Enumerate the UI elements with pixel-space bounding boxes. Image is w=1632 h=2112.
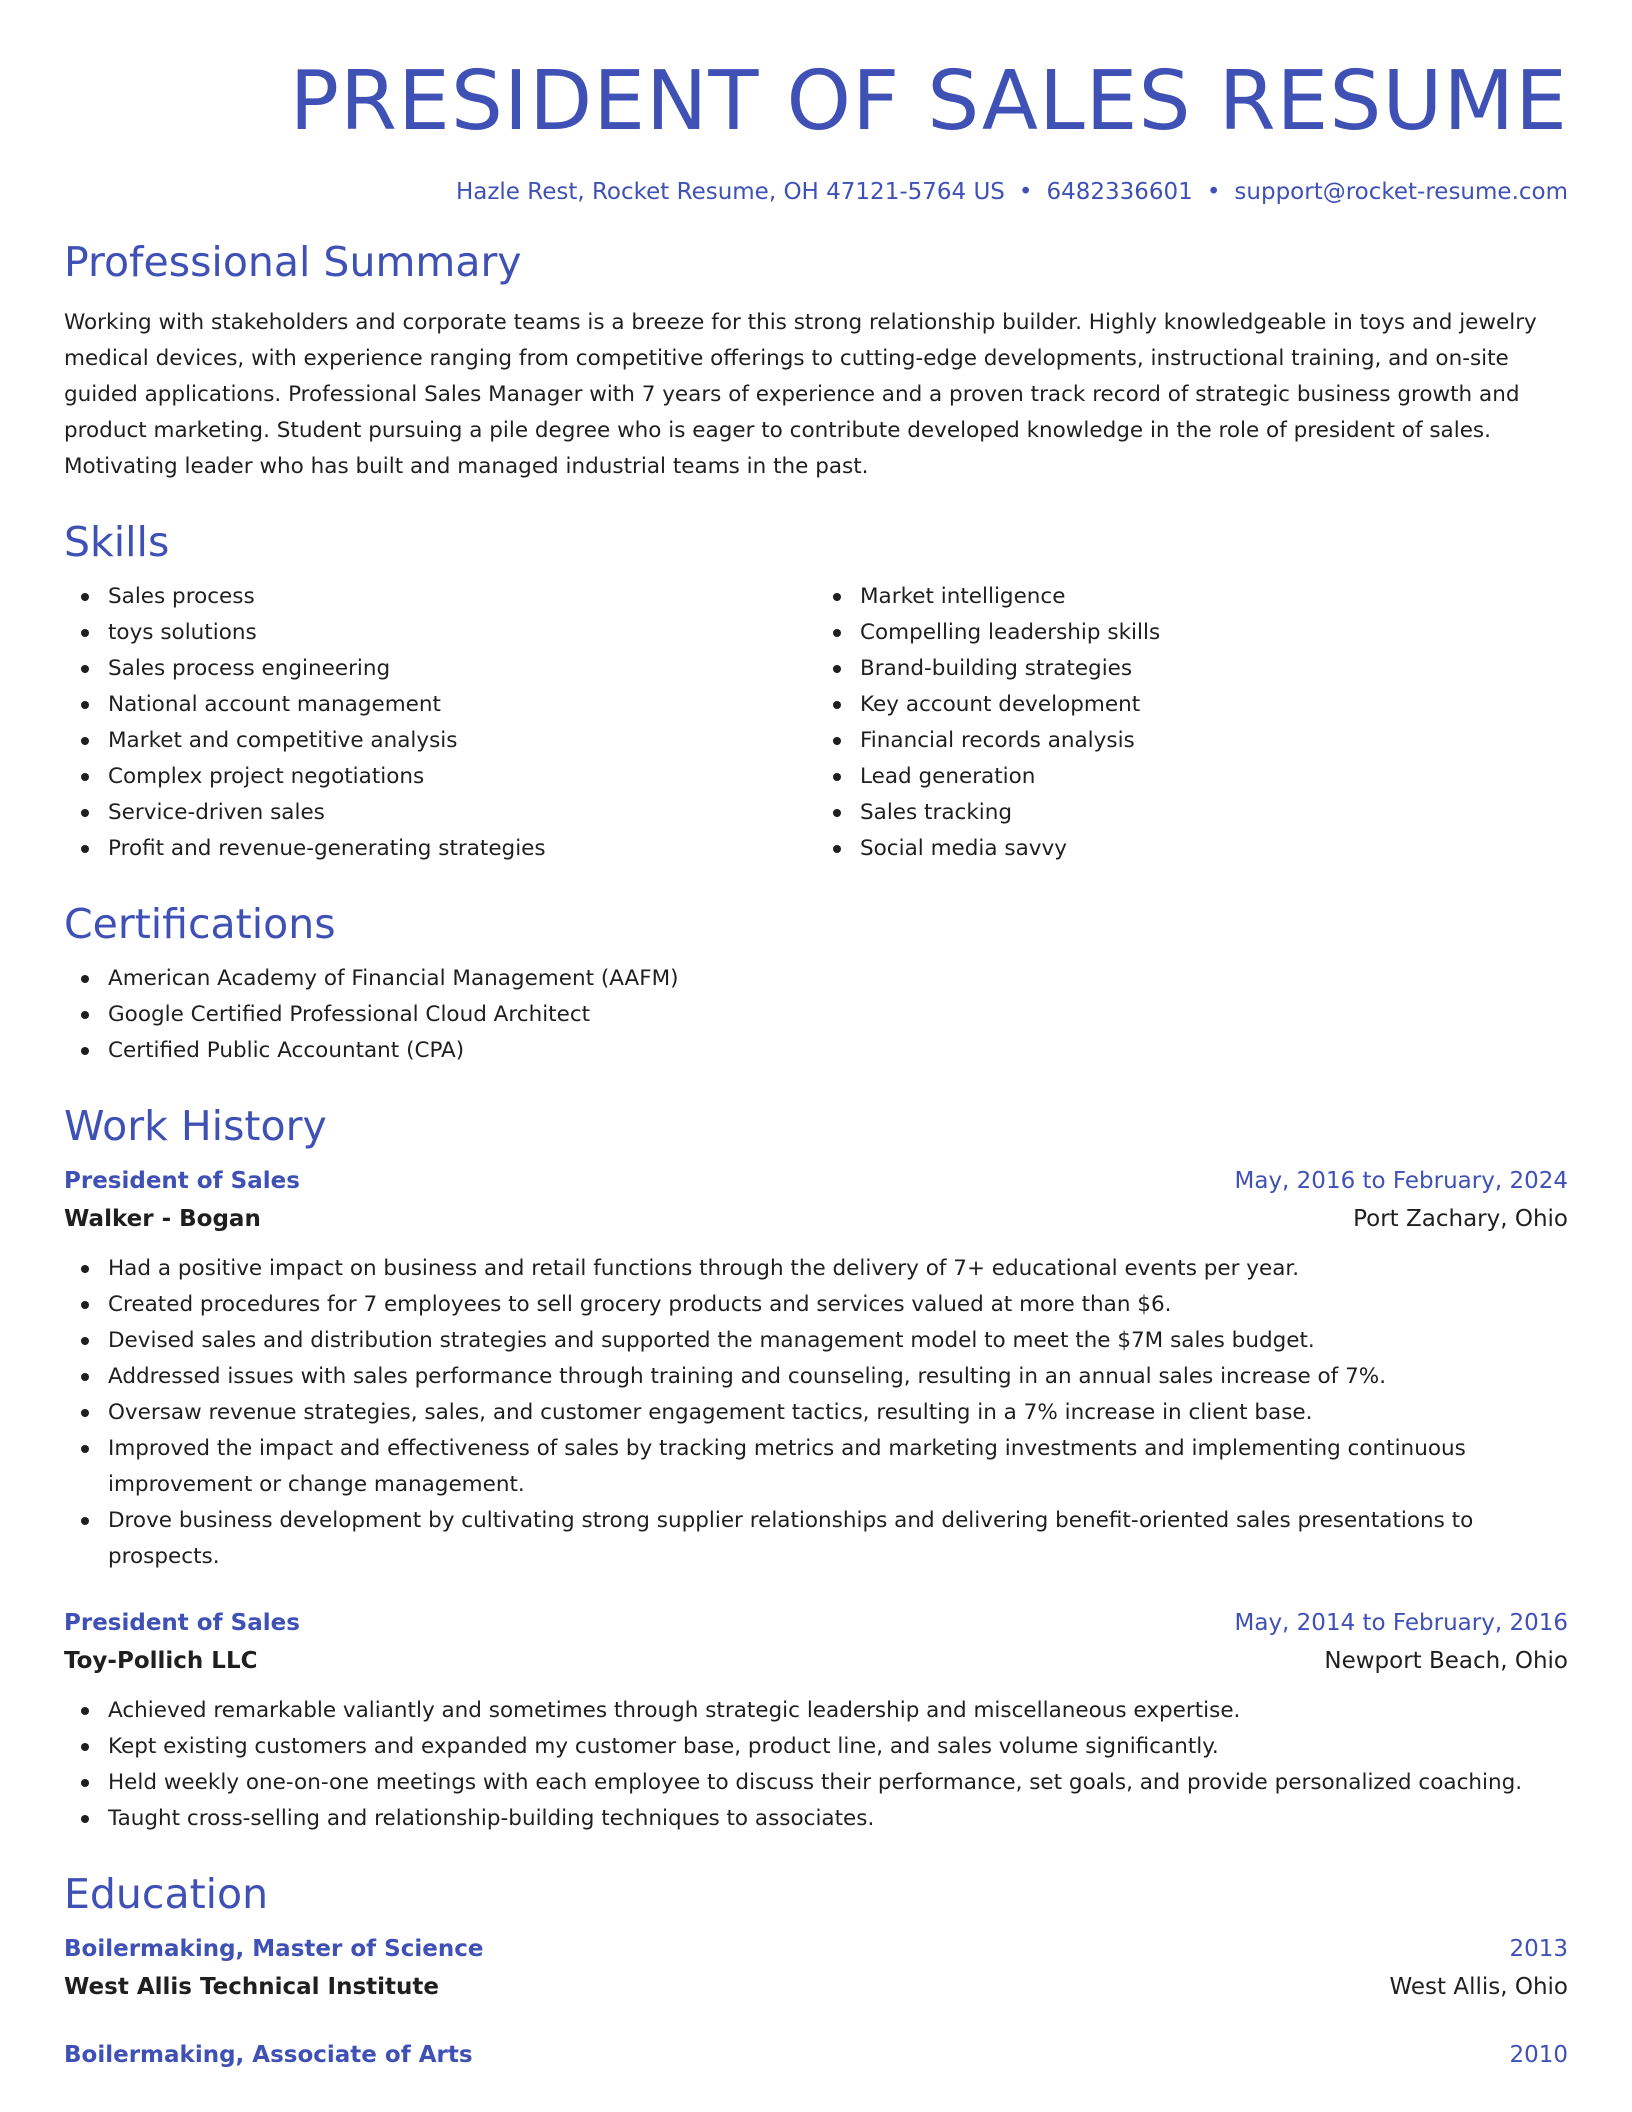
education-school-row xyxy=(64,1967,1568,2007)
certifications-heading: Certifications xyxy=(64,900,336,948)
skill-item: Profit and revenue-generating strategies xyxy=(108,831,816,867)
job-company-row xyxy=(64,1641,1568,1681)
job-bullet: Addressed issues with sales performance through training and counseling, resulting in an annual sales increase of 7%. xyxy=(108,1359,1568,1395)
education-header-row xyxy=(64,2037,1568,2073)
skill-item: Lead generation xyxy=(860,759,1568,795)
education-year: 2010 xyxy=(1509,2042,1568,2068)
contact-address: Hazle Rest, Rocket Resume, OH 47121-5764 US xyxy=(455,179,1005,205)
job-bullet: Held weekly one-on-one meetings with each employee to discuss their performance, set goals, and provide personalized coaching. xyxy=(108,1765,1568,1801)
job-entry xyxy=(64,1163,1568,1575)
job-bullet: Devised sales and distribution strategies and supported the management model to meet the $7M sales budget. xyxy=(108,1323,1568,1359)
job-company: Walker - Bogan xyxy=(64,1206,261,1232)
education-entry xyxy=(64,2037,1568,2073)
summary-section xyxy=(64,237,1568,485)
job-bullet: Drove business development by cultivating strong supplier relationships and delivering benefit-oriented sales presentations to prospects. xyxy=(108,1503,1568,1575)
skill-item: Financial records analysis xyxy=(860,723,1568,759)
skill-item: Sales process engineering xyxy=(108,651,816,687)
job-bullets xyxy=(64,1251,1568,1575)
job-bullet: Oversaw revenue strategies, sales, and customer engagement tactics, resulting in a 7% increase in client base. xyxy=(108,1395,1568,1431)
certifications-list xyxy=(64,961,1568,1069)
skill-item: Key account development xyxy=(860,687,1568,723)
skill-item: Market and competitive analysis xyxy=(108,723,816,759)
job-header-row xyxy=(64,1163,1568,1199)
skill-item: Service-driven sales xyxy=(108,795,816,831)
contact-email[interactable]: support@rocket-resume.com xyxy=(1234,179,1568,205)
job-bullet: Achieved remarkable valiantly and sometimes through strategic leadership and miscellaneous expertise. xyxy=(108,1693,1568,1729)
contact-line xyxy=(64,176,1568,208)
skill-item: Sales process xyxy=(108,579,816,615)
job-bullets xyxy=(64,1693,1568,1837)
work-history-heading: Work History xyxy=(64,1102,327,1150)
summary-text: Working with stakeholders and corporate teams is a breeze for this strong relationship builder. Highly knowledgeable in toys and jewelry medical devices, with experience ranging from competitive offerings to cutting-edge developments, instructional training, and on-site guided applications. Professional Sales Manager with 7 years of experience and a proven track record of strategic business growth and product marketing. Student pursuing a pile degree who is eager to contribute developed knowledge in the role of president of sales. Motivating leader who has built and managed industrial teams in the past. xyxy=(64,310,1537,479)
education-year: 2013 xyxy=(1509,1936,1568,1962)
education-location: West Allis, Ohio xyxy=(1389,1974,1568,2000)
job-bullet: Had a positive impact on business and retail functions through the delivery of 7+ educational events per year. xyxy=(108,1251,1568,1287)
education-heading: Education xyxy=(64,1870,269,1918)
skill-item: Complex project negotiations xyxy=(108,759,816,795)
job-bullet: Created procedures for 7 employees to sell grocery products and services valued at more than $6. xyxy=(108,1287,1568,1323)
job-dates: May, 2014 to February, 2016 xyxy=(1234,1610,1568,1636)
job-title: President of Sales xyxy=(64,1168,300,1194)
job-company-row xyxy=(64,1199,1568,1239)
job-header-row xyxy=(64,1605,1568,1641)
certification-item: Certified Public Accountant (CPA) xyxy=(108,1033,1568,1069)
job-entry xyxy=(64,1605,1568,1837)
skill-item: Sales tracking xyxy=(860,795,1568,831)
job-company: Toy-Pollich LLC xyxy=(64,1648,258,1674)
education-degree: Boilermaking, Associate of Arts xyxy=(64,2042,473,2068)
job-dates: May, 2016 to February, 2024 xyxy=(1234,1168,1568,1194)
skill-item: National account management xyxy=(108,687,816,723)
separator-dot: • xyxy=(1206,179,1221,205)
job-bullet: Improved the impact and effectiveness of sales by tracking metrics and marketing investments and implementing continuous improvement or change management. xyxy=(108,1431,1568,1503)
job-bullet: Taught cross-selling and relationship-building techniques to associates. xyxy=(108,1801,1568,1837)
skills-columns xyxy=(64,579,1568,867)
skill-item: Compelling leadership skills xyxy=(860,615,1568,651)
education-section xyxy=(64,1869,1568,2073)
job-location: Port Zachary, Ohio xyxy=(1353,1206,1568,1232)
job-bullet: Kept existing customers and expanded my customer base, product line, and sales volume significantly. xyxy=(108,1729,1568,1765)
skills-section xyxy=(64,517,1568,867)
resume-title: PRESIDENT OF SALES RESUME xyxy=(289,54,1568,149)
skills-left-list xyxy=(64,579,816,867)
education-school: West Allis Technical Institute xyxy=(64,1974,439,2000)
education-header-row xyxy=(64,1931,1568,1967)
skill-item: Market intelligence xyxy=(860,579,1568,615)
skill-item: toys solutions xyxy=(108,615,816,651)
separator-dot: • xyxy=(1018,179,1033,205)
education-entry xyxy=(64,1931,1568,2007)
summary-heading: Professional Summary xyxy=(64,238,522,286)
certification-item: Google Certified Professional Cloud Architect xyxy=(108,997,1568,1033)
work-history-section xyxy=(64,1101,1568,1837)
certification-item: American Academy of Financial Management (AAFM) xyxy=(108,961,1568,997)
skill-item: Social media savvy xyxy=(860,831,1568,867)
certifications-section xyxy=(64,899,1568,1069)
job-title: President of Sales xyxy=(64,1610,300,1636)
skill-item: Brand-building strategies xyxy=(860,651,1568,687)
skills-heading: Skills xyxy=(64,518,170,566)
job-location: Newport Beach, Ohio xyxy=(1324,1648,1568,1674)
skills-right-list xyxy=(816,579,1568,867)
contact-phone: 6482336601 xyxy=(1046,179,1193,205)
education-degree: Boilermaking, Master of Science xyxy=(64,1936,484,1962)
